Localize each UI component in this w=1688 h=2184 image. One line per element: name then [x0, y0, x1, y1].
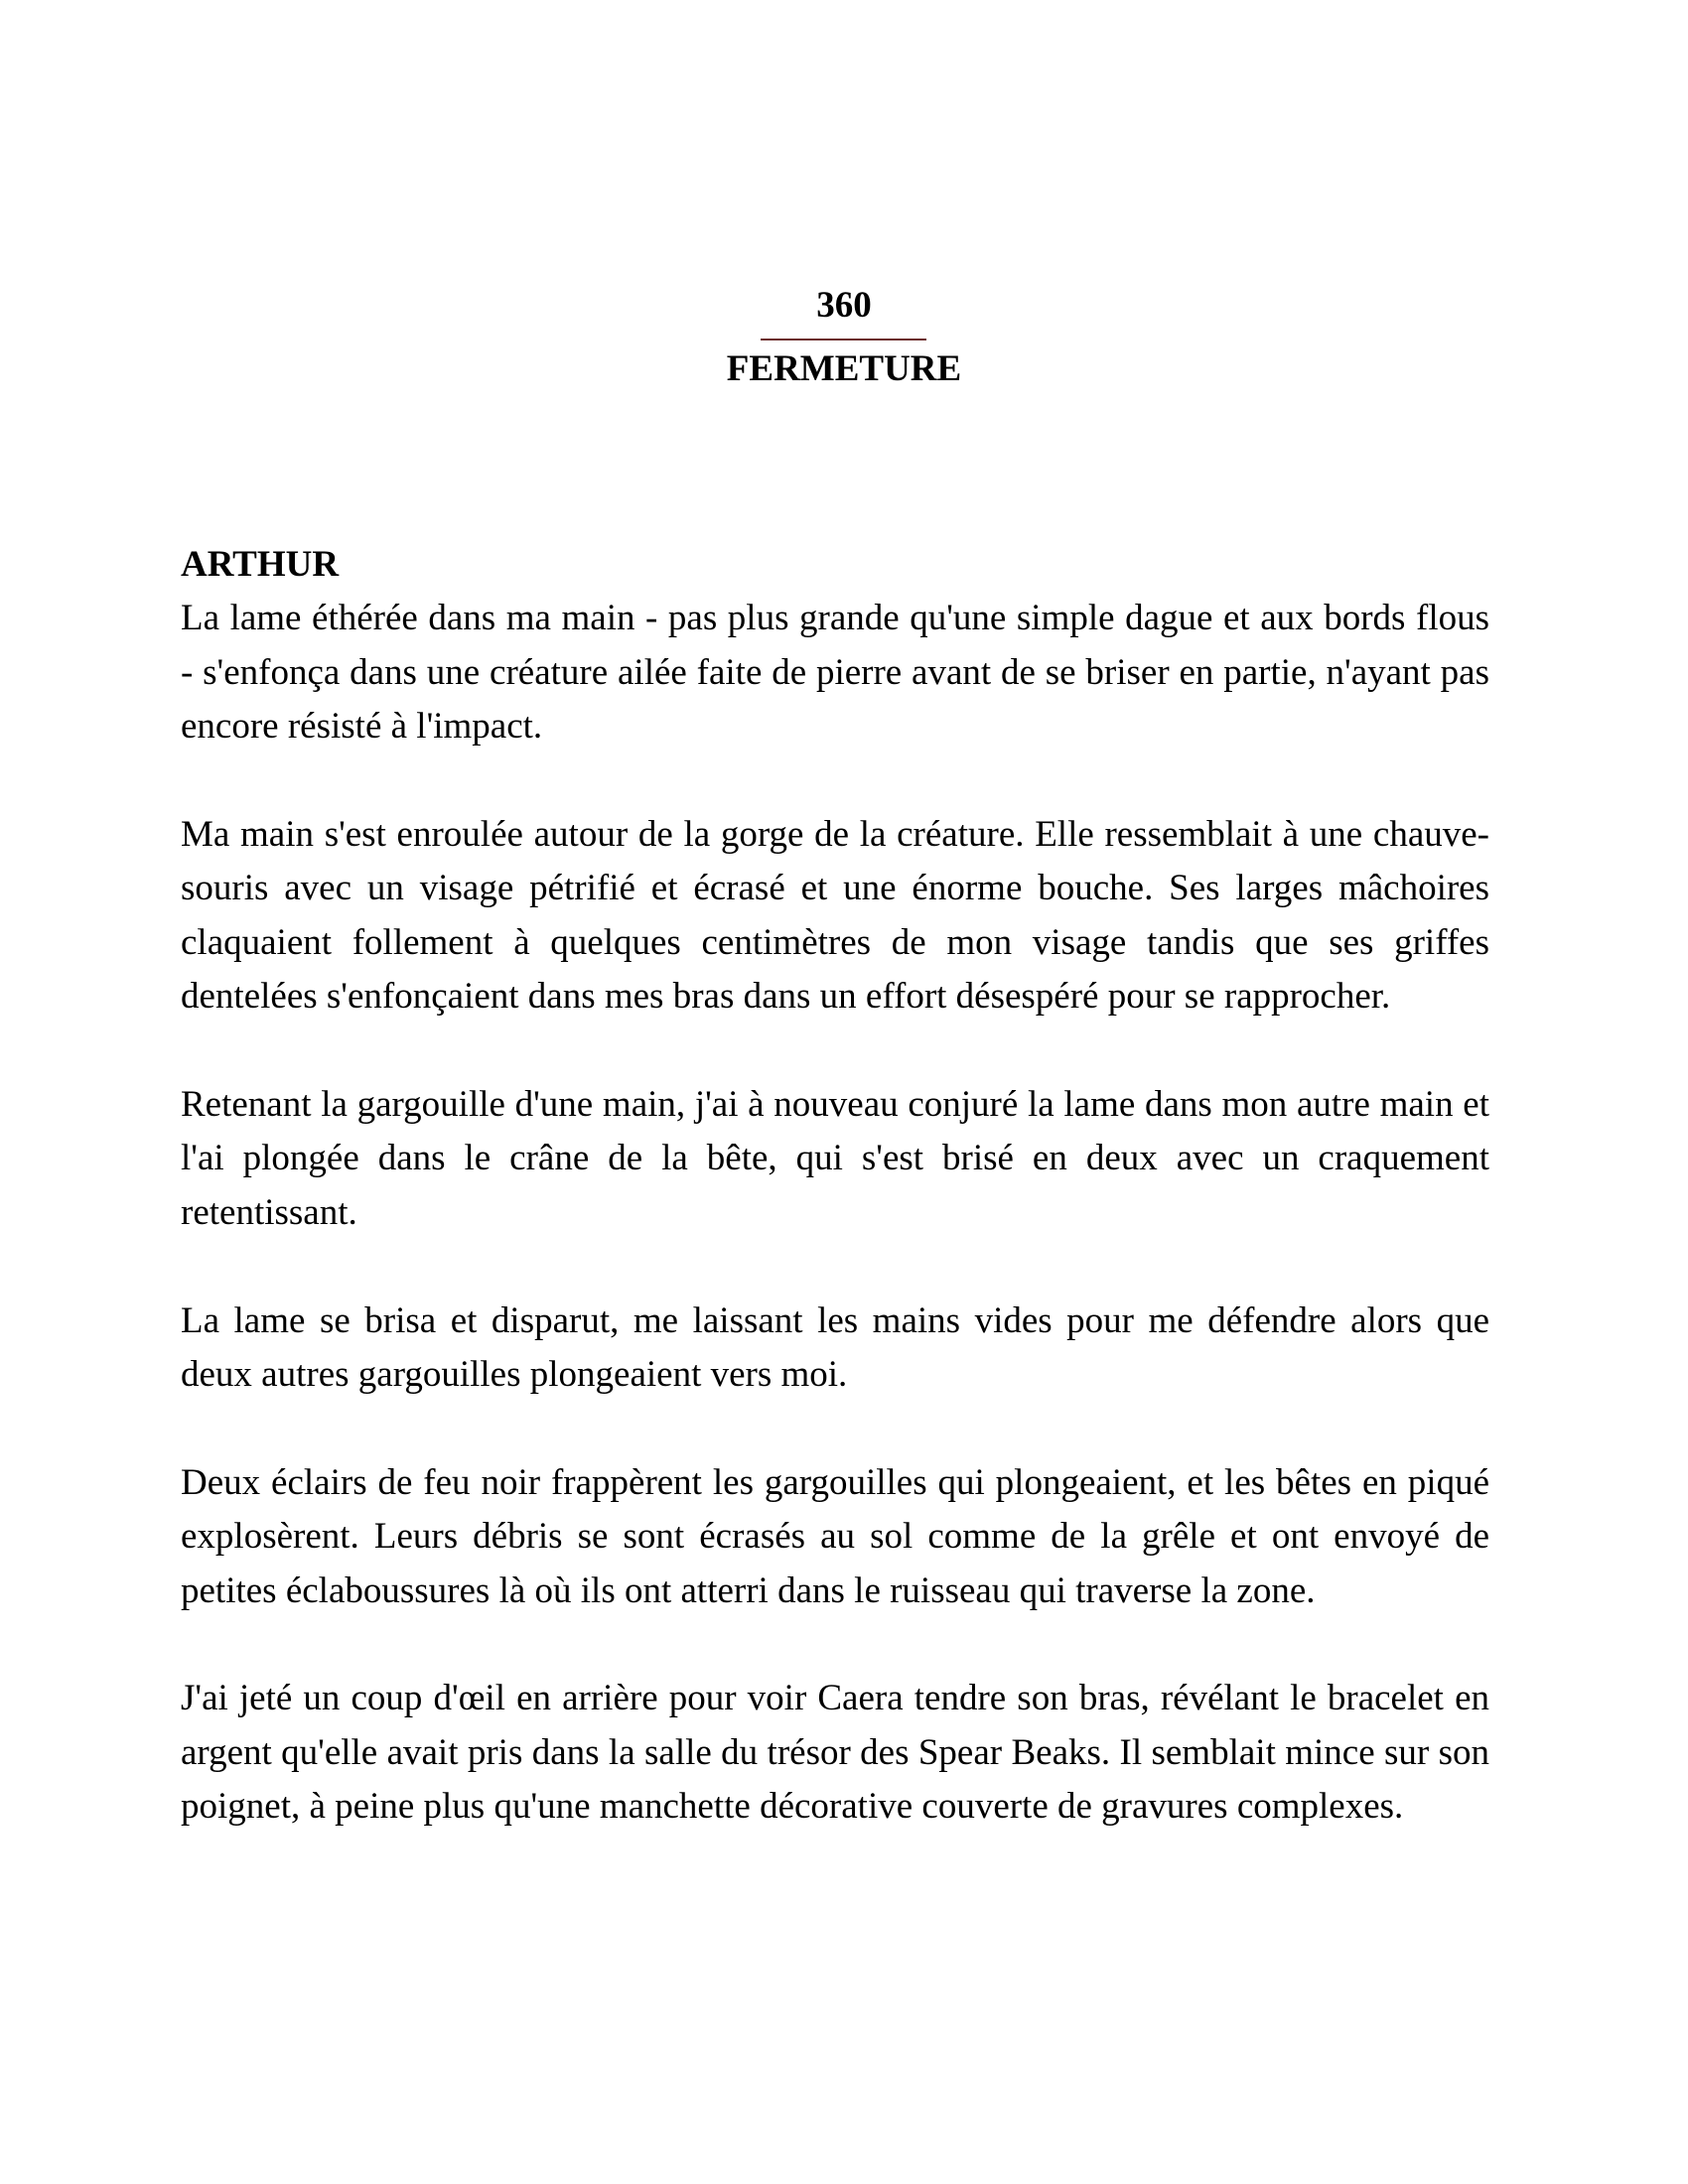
paragraph: J'ai jeté un coup d'œil en arrière pour voir Caera tendre son bras, révélant le bracelet en argent qu'elle avait pris dans la salle du trésor des Spear Beaks. Il semblait mince sur son poignet, à peine plus qu'une manchette décorative couverte de gravures complexes. [181, 1678, 1489, 1828]
paragraph: La lame se brisa et disparut, me laissant les mains vides pour me défendre alors que deux autres gargouilles plongeaient vers moi. [181, 1299, 1489, 1396]
chapter-divider [761, 339, 926, 341]
chapter-body [181, 538, 1489, 1835]
paragraph: Deux éclairs de feu noir frappèrent les gargouilles qui plongeaient, et les bêtes en piqué explosèrent. Leurs débris se sont écrasés au sol comme de la grêle et ont envoyé de petites éclaboussures là où ils ont atterri dans le ruisseau qui traverse la zone. [181, 1461, 1489, 1611]
chapter-title: FERMETURE [726, 348, 962, 389]
chapter-number: 360 [816, 285, 872, 326]
paragraph: Retenant la gargouille d'une main, j'ai à nouveau conjuré la lame dans mon autre main et l'ai plongée dans le crâne de la bête, qui s'est brisé en deux avec un craquement retentissant. [181, 1084, 1489, 1233]
paragraph: La lame éthérée dans ma main - pas plus grande qu'une simple dague et aux bords flous - s'enfonça dans une créature ailée faite de pierre avant de se briser en partie, n'ayant pas encore résisté à l'impact. [181, 598, 1489, 748]
pov-heading: ARTHUR [181, 544, 340, 585]
paragraph: Ma main s'est enroulée autour de la gorge de la créature. Elle ressemblait à une chauve-souris avec un visage pétrifié et écrasé et une énorme bouche. Ses larges mâchoires claquaient follement à quelques centimètres de mon visage tandis que ses griffes dentelées s'enfonçaient dans mes bras dans un effort désespéré pour se rapprocher. [181, 814, 1489, 1018]
